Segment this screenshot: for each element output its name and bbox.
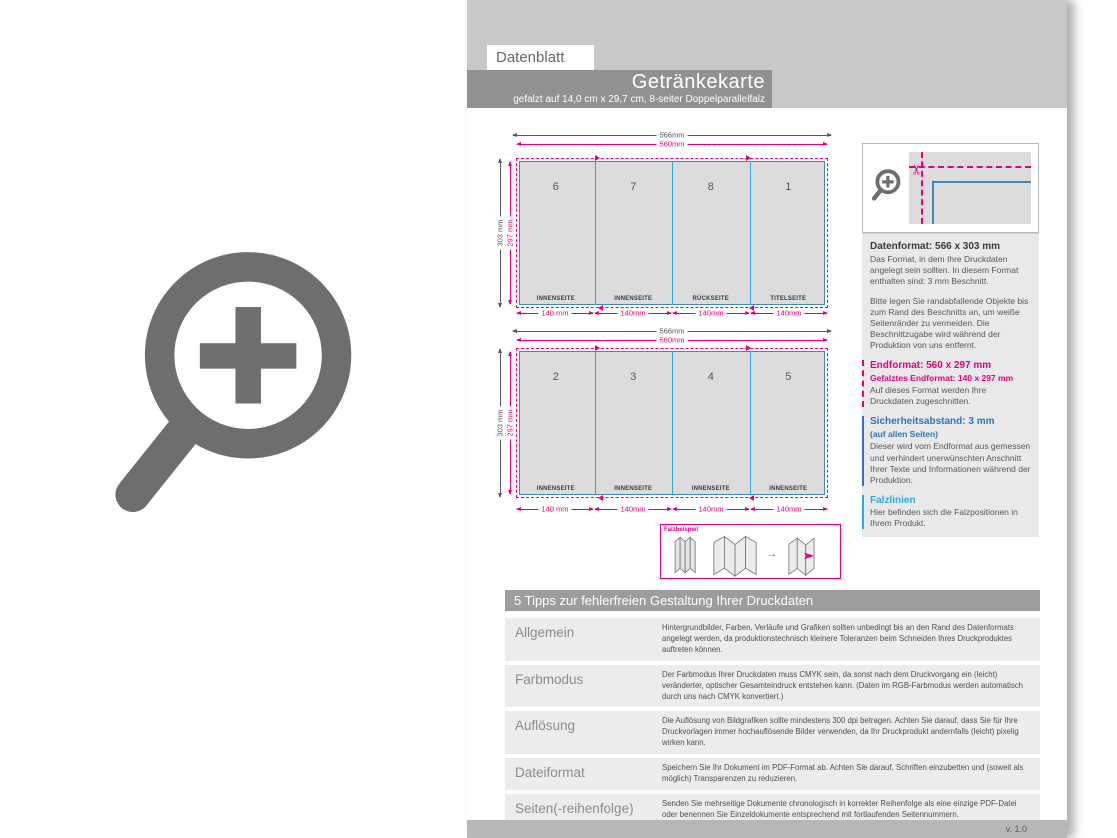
section-falzlinien bbox=[862, 495, 1039, 529]
dim-panel-width: 140 mm bbox=[516, 308, 594, 318]
section-heading: Falzlinien bbox=[870, 494, 916, 506]
tips-section bbox=[505, 590, 1040, 830]
page-label: INNENSEITE bbox=[769, 486, 808, 492]
info-panel bbox=[862, 143, 1039, 537]
dim-panel-width: 140mm bbox=[750, 308, 828, 318]
tip-text: Senden Sie mehrseitige Dokumente chronologisch in korrekter Reihenfolge als eine einzige PDF-Datei oder benennen Sie Einzeldokumente entsprechend mit fortlaufenden Seitennummern. bbox=[662, 798, 1017, 819]
tip-label: Allgemein bbox=[515, 625, 575, 640]
fold-step-closed-icon bbox=[669, 534, 703, 576]
title-bar bbox=[467, 70, 772, 108]
section-sicherheitsabstand bbox=[862, 416, 1039, 485]
fold-step-open-icon bbox=[709, 533, 761, 577]
page-number: 8 bbox=[707, 181, 714, 193]
safety-line bbox=[932, 181, 1031, 183]
page-number: 4 bbox=[707, 371, 714, 383]
tip-label: Auflösung bbox=[515, 718, 576, 734]
dim-panel-width: 140mm bbox=[594, 308, 672, 318]
tip-text: Der Farbmodus Ihrer Druckdaten muss CMYK sein, da sonst nach dem Druckvorgang ein (leicht) veränderter, optischer Gesamteindruck entstehen kann. (Daten im RGB-Farbmodus werden automatisch durch uns nach CMYK konvertiert.) bbox=[662, 669, 1023, 701]
page-number: 7 bbox=[630, 181, 637, 193]
footer-bar bbox=[467, 820, 1067, 838]
section-body: Das Format, in dem Ihre Druckdaten angelegt sein sollten. In diesem Format enthalten sind: 3 mm Beschnitt. bbox=[870, 254, 1019, 287]
dim-panel-width: 140mm bbox=[672, 308, 750, 318]
dim-total-height: 303 mm bbox=[495, 158, 505, 308]
tips-row bbox=[505, 618, 1040, 661]
page-label: RÜCKSEITE bbox=[692, 296, 729, 302]
page-label: INNENSEITE bbox=[536, 486, 575, 492]
tips-header: 5 Tipps zur fehlerfreien Gestaltung Ihrer Druckdaten bbox=[505, 590, 1040, 611]
page-number: 3 bbox=[630, 371, 637, 383]
datenblatt-tab: Datenblatt bbox=[487, 45, 594, 70]
page-label: INNENSEITE bbox=[614, 486, 653, 492]
fold-marker bbox=[746, 345, 754, 351]
section-subheading: Gefalztes Endformat: 140 x 297 mm bbox=[870, 373, 1014, 384]
tip-label: Seiten(-reihenfolge) bbox=[515, 800, 634, 816]
page-label: INNENSEITE bbox=[614, 296, 653, 302]
fold-example-box bbox=[660, 524, 841, 579]
dim-total-height: 303 mm bbox=[495, 348, 505, 498]
tips-row bbox=[505, 711, 1040, 754]
zoom-plus-icon bbox=[98, 232, 366, 567]
version-label: v. 1.0 bbox=[1005, 824, 1027, 834]
sheet-outside bbox=[516, 158, 828, 308]
dim-total-width: 566mm bbox=[512, 130, 832, 140]
info-text bbox=[862, 233, 1039, 537]
tip-text: Speichern Sie Ihr Dokument im PDF-Format ab. Achten Sie darauf, Schriften einzubetten und (soweit als möglich) Transparenzen zu reduzieren. bbox=[662, 763, 1024, 784]
layout-diagram-inside bbox=[483, 320, 848, 520]
section-datenformat-note bbox=[862, 296, 1039, 351]
page-number: 2 bbox=[552, 371, 559, 383]
sheet-inside bbox=[516, 348, 828, 498]
section-heading: Datenformat: 566 x 303 mm bbox=[870, 241, 1001, 252]
page-number: 6 bbox=[552, 181, 559, 193]
page-number: 1 bbox=[785, 181, 792, 193]
dim-end-height: 297 mm bbox=[505, 351, 515, 495]
tip-label: Dateiformat bbox=[515, 765, 585, 781]
dim-panel-width: 140 mm bbox=[516, 504, 594, 514]
fold-marker bbox=[746, 495, 754, 501]
tips-row bbox=[505, 665, 1040, 708]
section-subheading: (auf allen Seiten) bbox=[870, 429, 939, 440]
section-body: Bitte legen Sie randabfallende Objekte bis zum Rand des Beschnitts an, um weiße Seitenränder zu vermeiden. Die Beschnittzugabe wird während der Produktion von uns entfernt. bbox=[870, 296, 1029, 351]
datasheet-page bbox=[467, 0, 1067, 838]
dim-end-width: 560mm bbox=[516, 139, 828, 149]
tips-row bbox=[505, 758, 1040, 790]
dim-end-width: 560mm bbox=[516, 335, 828, 345]
bleed-line bbox=[909, 166, 1031, 168]
section-datenformat bbox=[862, 241, 1039, 287]
scissors-icon: ✂ bbox=[908, 163, 925, 176]
tip-label: Farbmodus bbox=[515, 671, 584, 687]
fold-step-final-icon bbox=[783, 534, 825, 576]
safety-line bbox=[932, 181, 934, 224]
page-subtitle: gefalzt auf 14,0 cm x 29,7 cm, 8-seiter Doppelparallelfalz bbox=[513, 94, 765, 105]
corner-detail-diagram bbox=[909, 152, 1031, 224]
dim-panel-width: 140mm bbox=[672, 504, 750, 514]
section-body: Auf dieses Format werden Ihre Druckdaten zugeschnitten. bbox=[870, 385, 987, 407]
dim-panel-width: 140mm bbox=[750, 504, 828, 514]
section-body: Hier befinden sich die Falzpositionen in Ihrem Produkt. bbox=[870, 506, 1018, 528]
section-endformat bbox=[862, 360, 1039, 407]
section-heading: Sicherheitsabstand: 3 mm bbox=[870, 416, 995, 428]
page-label: TITELSEITE bbox=[770, 296, 807, 302]
fold-arrow-icon: → bbox=[767, 549, 777, 560]
fold-steps bbox=[669, 533, 836, 576]
page-label: INNENSEITE bbox=[691, 486, 730, 492]
fold-marker bbox=[595, 345, 603, 351]
dim-total-width: 566mm bbox=[512, 326, 832, 336]
dim-end-height: 297 mm bbox=[505, 161, 515, 305]
page-number: 5 bbox=[785, 371, 792, 383]
section-body: Dieser wird vom Endformat aus gemessen und verhindert unerwünschten Anschnitt Ihrer Texte und Informationen während der Produktion. bbox=[870, 441, 1031, 485]
tip-text: Hintergrundbilder, Farben, Verläufe und Grafiken sollten unbedingt bis an den Rand des Datenformats angelegt werden, da produktionstechnisch kleinere Toleranzen beim Schneiden Ihres Druckproduktes auftreten können. bbox=[662, 623, 1014, 654]
fold-marker bbox=[595, 495, 603, 501]
section-heading: Endformat: 560 x 297 mm bbox=[870, 360, 992, 372]
page-title: Getränkekarte bbox=[631, 71, 765, 93]
fold-marker bbox=[746, 155, 754, 161]
tip-text: Die Auflösung von Bildgrafiken sollte mindestens 300 dpi betragen. Achten Sie darauf, dass Sie für Ihre Druckvorlagen immer hochauflösende Bilder verwenden, da Ihr Druckprodukt andernfalls (leicht) pixelig wirken kann. bbox=[662, 716, 1019, 748]
detail-zoom-box bbox=[862, 143, 1039, 233]
fold-example-label: Falzbeispiel bbox=[664, 527, 699, 533]
magnifier-plus-icon bbox=[870, 167, 902, 207]
page-label: INNENSEITE bbox=[536, 296, 575, 302]
dim-panel-width: 140mm bbox=[594, 504, 672, 514]
fold-marker bbox=[595, 155, 603, 161]
layout-diagram-outside bbox=[483, 130, 848, 330]
